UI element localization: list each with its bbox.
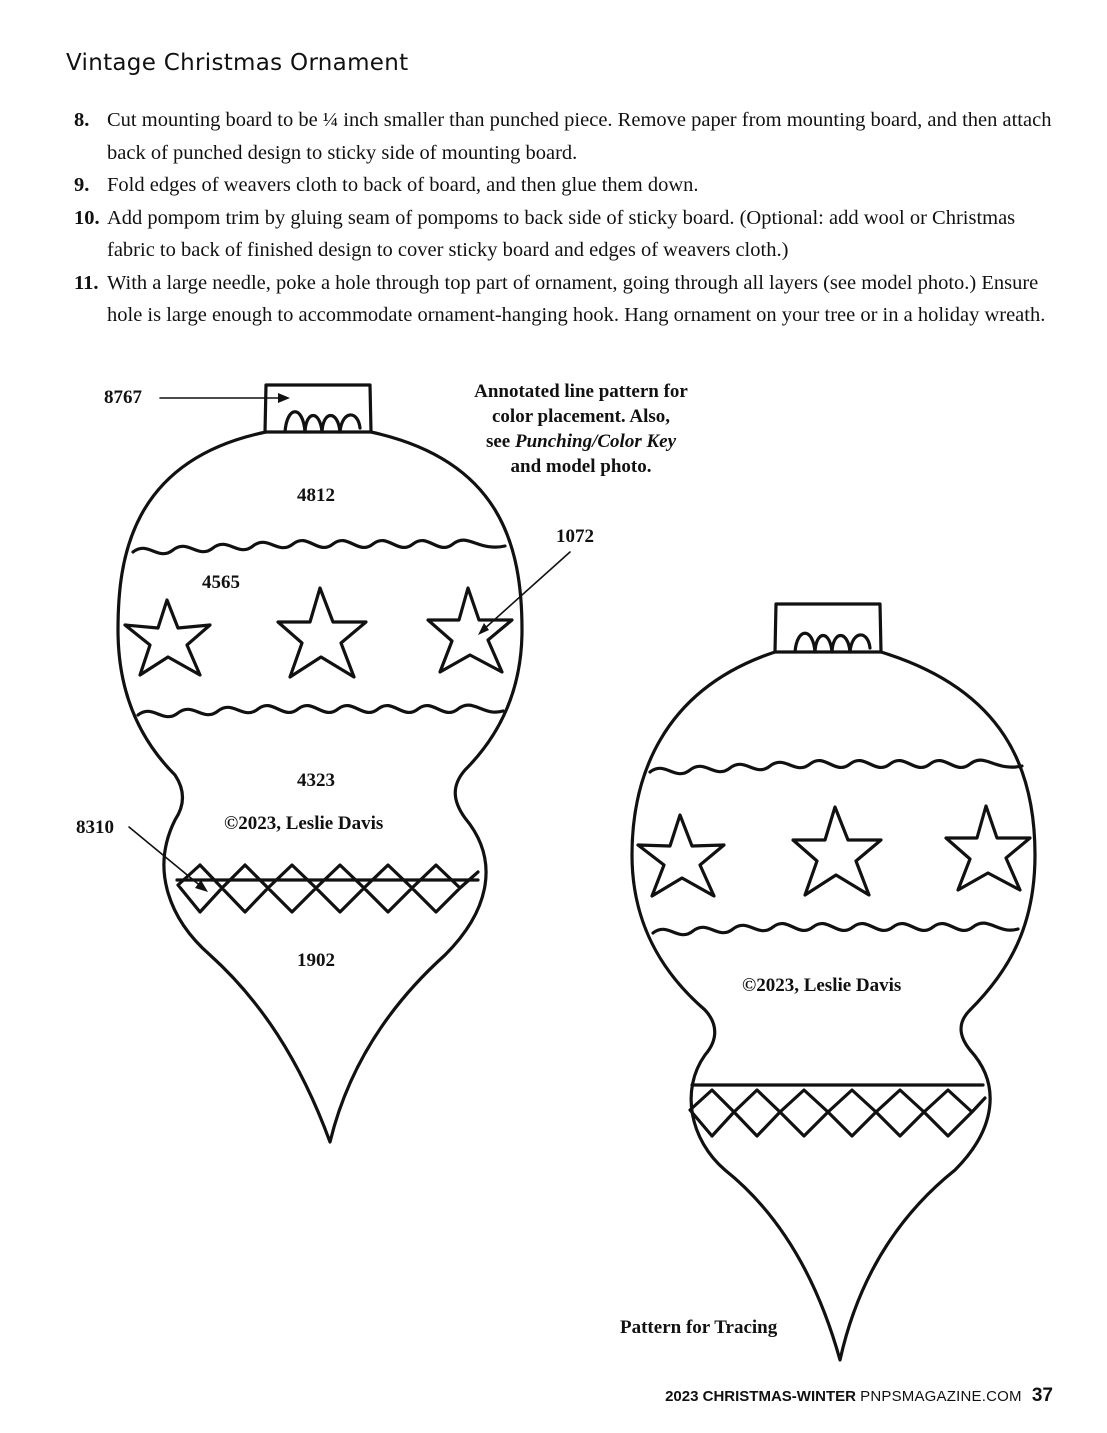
- step-text: Add pompom trim by gluing seam of pompoms to back side of sticky board. (Optional: add wool or Christmas fabric to back of finished design to cover sticky board and edges of weavers cloth.): [107, 206, 1016, 261]
- note-line: color placement. Also,: [491, 406, 670, 427]
- step-text: Cut mounting board to be ¼ inch smaller than punched piece. Remove paper from mounting board, and then attach back of punched design to sticky side of mounting board.: [107, 109, 1052, 164]
- label-cap-color: 8767: [104, 387, 142, 408]
- star-shape: [125, 600, 210, 675]
- wave-line-upper: [650, 760, 1022, 774]
- leader-line-star: [483, 552, 570, 630]
- ornament-cap: [265, 385, 371, 432]
- star-shape: [428, 588, 512, 672]
- star-shape: [946, 806, 1030, 890]
- diamond-chain: [690, 1090, 985, 1136]
- wave-line-lower: [138, 705, 503, 717]
- page-footer: [665, 1385, 1053, 1407]
- step-text: Fold edges of weavers cloth to back of board, and then glue them down.: [107, 174, 699, 196]
- cap-scallops: [285, 412, 360, 432]
- star-shape: [278, 588, 366, 677]
- star-shape: [793, 807, 881, 895]
- note-line: Annotated line pattern for: [474, 381, 688, 402]
- wave-line-upper: [133, 540, 505, 554]
- tracing-caption: Pattern for Tracing: [620, 1317, 778, 1338]
- page-number: 37: [1031, 1385, 1053, 1406]
- cap-scallops: [795, 633, 870, 652]
- ornament-body-outline: [632, 652, 1035, 1360]
- label-waist-color: 4323: [297, 770, 335, 791]
- magazine-site: PNPSMAGAZINE.COM: [860, 1388, 1022, 1405]
- arrowhead-icon: [195, 880, 208, 892]
- arrowhead-icon: [278, 393, 290, 403]
- step-number: 9.: [74, 174, 90, 196]
- wave-line-lower: [653, 923, 1018, 935]
- label-top-color: 4812: [297, 485, 335, 506]
- step-number: 8.: [74, 109, 90, 131]
- label-diamond-color: 8310: [76, 817, 114, 838]
- arrowhead-icon: [478, 623, 489, 635]
- note-key-reference: Punching/Color Key: [515, 431, 676, 452]
- issue-name: 2023 CHRISTMAS-WINTER: [665, 1388, 856, 1405]
- note-line: and model photo.: [510, 456, 652, 477]
- note-line: [440, 429, 722, 454]
- section-title: Vintage Christmas Ornament: [66, 50, 409, 76]
- note-prefix: see: [485, 431, 515, 452]
- step-number: 11.: [74, 271, 99, 294]
- diamond-chain: [178, 865, 478, 912]
- copyright-tracing: ©2023, Leslie Davis: [742, 975, 902, 996]
- ornament-cap: [775, 604, 881, 652]
- step-text: With a large needle, poke a hole through top part of ornament, going through all layers (see model photo.) Ensure hole is large enough to accommodate ornament-hanging hook. Hang ornament on your tree or in a holiday wreath.: [107, 271, 1046, 326]
- label-bottom-color: 1902: [297, 950, 335, 971]
- step-number: 10.: [74, 206, 100, 229]
- label-star-band-color: 4565: [202, 572, 240, 593]
- label-star-color: 1072: [556, 526, 594, 547]
- copyright-annotated: ©2023, Leslie Davis: [224, 813, 384, 834]
- star-shape: [638, 815, 724, 896]
- pattern-note: [440, 379, 722, 479]
